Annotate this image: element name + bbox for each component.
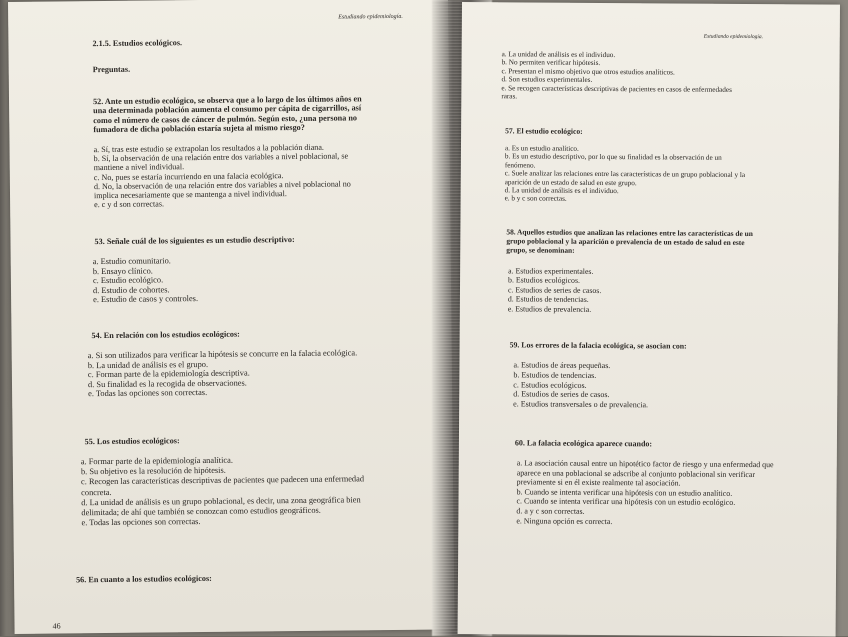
option-c: c. No, pues se estaría incurriendo en una falacia ecológica. xyxy=(93,170,284,182)
question-56-stem: 56. En cuanto a los estudios ecológicos: xyxy=(76,573,212,585)
option-a: a. Es un estudio analítico. xyxy=(504,144,579,153)
option-b: b. La unidad de análisis es el grupo. xyxy=(87,359,209,370)
option-b: b. Su objetivo es la resolución de hipótesis. xyxy=(80,465,226,477)
option-a: a. Formar parte de la epidemiología analítica. xyxy=(80,455,233,467)
option-c: c. Estudio ecológico. xyxy=(92,275,164,286)
option-a-cont: previamente si en él existe realmente tal asociación. xyxy=(516,477,681,488)
option-b: b. Es un estudio descriptivo, por lo que su finalidad es la observación de un xyxy=(504,152,722,163)
option-e-cont: raras. xyxy=(501,92,518,101)
option-c: c. Presentan el mismo objetivo que otros estudios analíticos. xyxy=(501,67,675,77)
question-55-options xyxy=(81,454,365,528)
option-c: c. Estudios de series de casos. xyxy=(507,285,602,295)
preguntas-label: Preguntas. xyxy=(92,64,131,75)
option-b: b. Estudios de tendencias. xyxy=(513,370,597,380)
page-number: 46 xyxy=(52,621,61,631)
option-e: e. Se recogen características descriptivas de pacientes en casos de enfermedades xyxy=(501,83,732,94)
option-d: d. Estudio de cohortes. xyxy=(92,284,170,295)
option-b: b. Estudios ecológicos. xyxy=(508,275,580,286)
option-b: b. No permiten verificar hipótesis. xyxy=(501,58,601,68)
option-d-cont: implica necesariamente que se mantenga a nivel individual. xyxy=(93,189,287,201)
option-d: d. a y c son correctas. xyxy=(516,506,585,516)
option-e: e. Estudio de casos y controles. xyxy=(93,294,199,305)
option-d: d. La unidad de análisis es el individuo. xyxy=(504,186,619,196)
option-c-cont: aparición de un estado de salud en este grupo. xyxy=(504,177,637,187)
stem-line: 58. Aquellos estudios que analizan las relaciones entre las características de un xyxy=(506,227,753,239)
option-e: e. Ninguna opción es correcta. xyxy=(516,515,613,526)
option-e: e. Todas las opciones son correctas. xyxy=(88,387,208,399)
option-d: d. Su finalidad es la recogida de observaciones. xyxy=(87,378,247,389)
option-a: a. La asociación causal entre un hipotético factor de riesgo y una enfermedad que xyxy=(516,458,774,470)
option-c: c. Forman parte de la epidemiología descriptiva. xyxy=(87,368,250,380)
option-c-cont: concreta. xyxy=(81,487,112,497)
question-59-stem: 59. Los errores de la falacia ecológica, se asocian con: xyxy=(509,340,687,351)
left-page xyxy=(8,0,455,634)
option-c: c. Recogen las características descriptivas de pacientes que padecen una enfermedad xyxy=(80,474,365,487)
question-52-options xyxy=(94,142,352,209)
right-running-header: Estudiando epidemiología. xyxy=(703,33,764,41)
option-b-cont: fenómeno. xyxy=(504,161,536,170)
question-58-options xyxy=(508,266,602,314)
question-54-options xyxy=(88,348,358,398)
option-a-cont: aparece en una poblacional se adscribe al conjunto poblacional sin verificar xyxy=(516,467,756,479)
stem-line: 52. Ante un estudio ecológico, se observa que a lo largo de los últimos años en xyxy=(93,94,362,107)
option-d: d. Son estudios experimentales. xyxy=(501,75,593,85)
question-53-stem: 53. Señale cuál de los siguientes es un estudio descriptivo: xyxy=(94,235,295,247)
stem-line: grupo poblacional y la aparición o prevalencia de un estado de salud en este xyxy=(506,236,745,247)
option-e: e. Todas las opciones son correctas. xyxy=(81,517,201,528)
option-b: b. Ensayo clínico. xyxy=(92,265,153,276)
option-e: e. Estudios de prevalencia. xyxy=(507,303,592,314)
option-a: a. Estudios de áreas pequeñas. xyxy=(513,360,611,371)
question-59-options xyxy=(513,360,648,410)
stem-line: fumadora de dicha población estaría sujeta al mismo riesgo? xyxy=(93,123,305,135)
option-e: e. b y c son correctas. xyxy=(504,194,567,204)
question-55-stem: 55. Los estudios ecológicos: xyxy=(84,436,180,447)
stem-line: grupo, se denominan: xyxy=(506,244,575,255)
option-c: c. Suele analizar las relaciones entre las características de un grupo poblacional y la xyxy=(504,169,746,180)
section-title: 2.1.5. Estudios ecológicos. xyxy=(92,38,183,49)
question-57-options xyxy=(505,144,746,205)
option-d: d. Estudios de series de casos. xyxy=(513,389,610,400)
left-running-header: Estudiando epidemiología. xyxy=(338,13,403,21)
option-a: a. Estudios experimentales. xyxy=(508,266,594,276)
question-52-stem xyxy=(93,94,362,134)
option-d: d. Estudios de tendencias. xyxy=(507,294,589,305)
option-a: a. Sí, tras este estudio se extrapolan los resultados a la población diana. xyxy=(93,142,324,155)
option-a: a. La unidad de análisis es el individuo. xyxy=(501,50,616,60)
question-54-stem: 54. En relación con los estudios ecológicos: xyxy=(91,329,240,341)
option-b-cont: mantiene a nivel individual. xyxy=(93,162,185,173)
question-58-stem xyxy=(506,228,753,256)
option-d: d. No, la observación de una relación entre dos variables a nivel poblacional no xyxy=(93,179,351,191)
option-d: d. La unidad de análisis es un grupo poblacional, es decir, una zona geográfica bien xyxy=(81,495,361,508)
question-60-options xyxy=(516,458,773,527)
option-a: a. Estudio comunitario. xyxy=(92,256,171,267)
option-c: c. Estudios ecológicos. xyxy=(513,379,587,390)
option-b: b. Cuando se intenta verificar una hipótesis con un estudio analítico. xyxy=(516,487,733,498)
option-c: c. Cuando se intenta verificar una hipótesis con un estudio ecológico. xyxy=(516,496,736,508)
question-53-options xyxy=(93,256,198,305)
right-page xyxy=(458,2,840,637)
question-56-options xyxy=(501,50,732,102)
option-d-cont: delimitada; de ahí que también se conozcan como estudios geográficos. xyxy=(81,505,321,518)
stem-line: una determinada población aumenta el consumo per cápita de cigarrillos, así xyxy=(93,103,362,116)
stem-line: como el número de casos de cáncer de pulmón. Según esto, ¿una persona no xyxy=(93,113,358,125)
question-57-stem: 57. El estudio ecológico: xyxy=(505,126,583,136)
option-e: e. c y d son correctas. xyxy=(94,199,165,210)
option-b: b. Sí, la observación de una relación entre dos variables a nivel poblacional, se xyxy=(93,151,349,164)
option-a: a. Si son utilizados para verificar la hipótesis se concurre en la falacia ecológica. xyxy=(87,348,358,361)
question-60-stem: 60. La falacia ecológica aparece cuando: xyxy=(514,438,653,449)
option-e: e. Estudios transversales o de prevalencia. xyxy=(513,399,649,410)
